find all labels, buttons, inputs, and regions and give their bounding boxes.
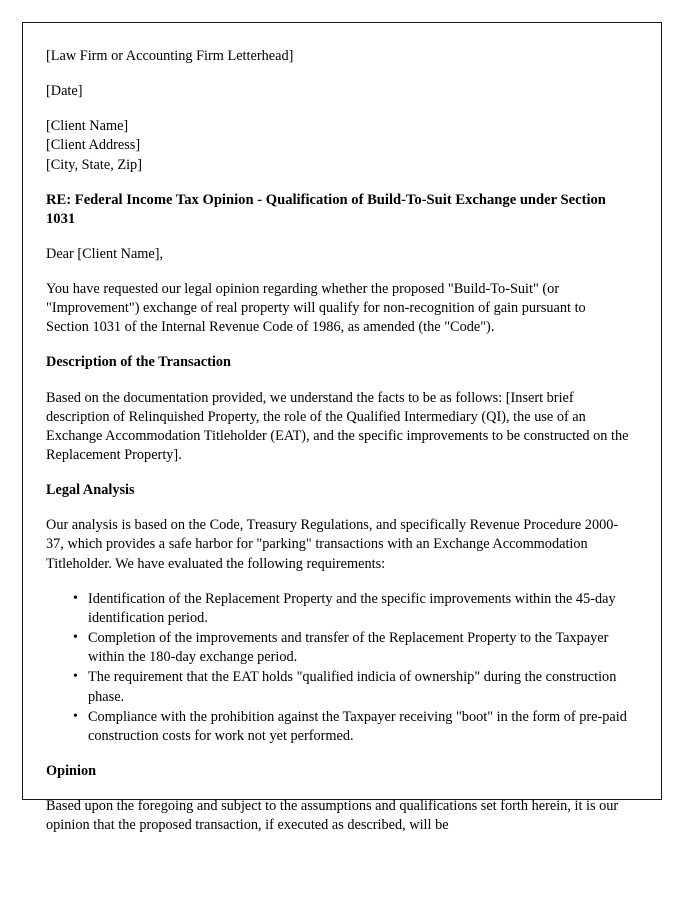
re-subject-line: RE: Federal Income Tax Opinion - Qualification of Build-To-Suit Exchange under Section 1031	[46, 191, 606, 227]
list-item-text: The requirement that the EAT holds "qualified indicia of ownership" during the construction phase.	[88, 669, 617, 705]
list-item	[73, 708, 632, 746]
bullet-icon: •	[73, 708, 78, 724]
list-item	[73, 590, 632, 628]
date-placeholder: [Date]	[46, 83, 83, 100]
heading-opinion: Opinion	[46, 763, 97, 779]
bullet-icon: •	[73, 630, 78, 646]
list-item-text: Identification of the Replacement Property and the specific improvements within the 45-day identification period.	[88, 590, 616, 626]
legal-analysis-body: Our analysis is based on the Code, Treasury Regulations, and specifically Revenue Procedure 2000-37, which provides a safe harbor for "parking" transactions with an Exchange Accommodation Titleholder. We have evaluated the following requirements:	[46, 517, 619, 572]
document-body	[23, 23, 661, 835]
heading-description-of-transaction: Description of the Transaction	[46, 354, 231, 371]
recipient-address: [Client Address]	[46, 137, 141, 154]
bullet-icon: •	[73, 590, 78, 606]
recipient-city-state-zip: [City, State, Zip]	[46, 156, 142, 173]
recipient-address-block	[46, 117, 632, 174]
bullet-icon: •	[73, 669, 78, 685]
heading-legal-analysis: Legal Analysis	[46, 482, 135, 499]
list-item	[73, 668, 632, 706]
intro-paragraph: You have requested our legal opinion regarding whether the proposed "Build-To-Suit" (or "Improvement") exchange of real property will qualify for non-recognition of gain pursuant to Section 1031 of the Internal Revenue Code of 1986, as amended (the "Code").	[46, 280, 586, 336]
opinion-body: Based upon the foregoing and subject to the assumptions and qualifications set forth herein, it is our opinion that the proposed transaction, if executed as described, will be	[46, 798, 619, 834]
document-page	[22, 22, 662, 834]
list-item	[73, 629, 632, 667]
requirements-list	[46, 590, 632, 746]
list-item-text: Compliance with the prohibition against the Taxpayer receiving "boot" in the form of pre-paid construction costs for work not yet performed.	[88, 708, 627, 744]
list-item-text: Completion of the improvements and transfer of the Replacement Property to the Taxpayer within the 180-day exchange period.	[88, 630, 609, 666]
description-of-transaction-body: Based on the documentation provided, we understand the facts to be as follows: [Insert brief description of Relinquished Property, the role of the Qualified Intermediary (QI), the use of an Exchange Accommodation Titleholder (EAT), and the specific improvements to be constructed on the Replacement Property].	[46, 389, 629, 463]
letterhead-placeholder: [Law Firm or Accounting Firm Letterhead]	[46, 48, 294, 64]
salutation: Dear [Client Name],	[46, 245, 164, 262]
recipient-name: [Client Name]	[46, 118, 129, 135]
